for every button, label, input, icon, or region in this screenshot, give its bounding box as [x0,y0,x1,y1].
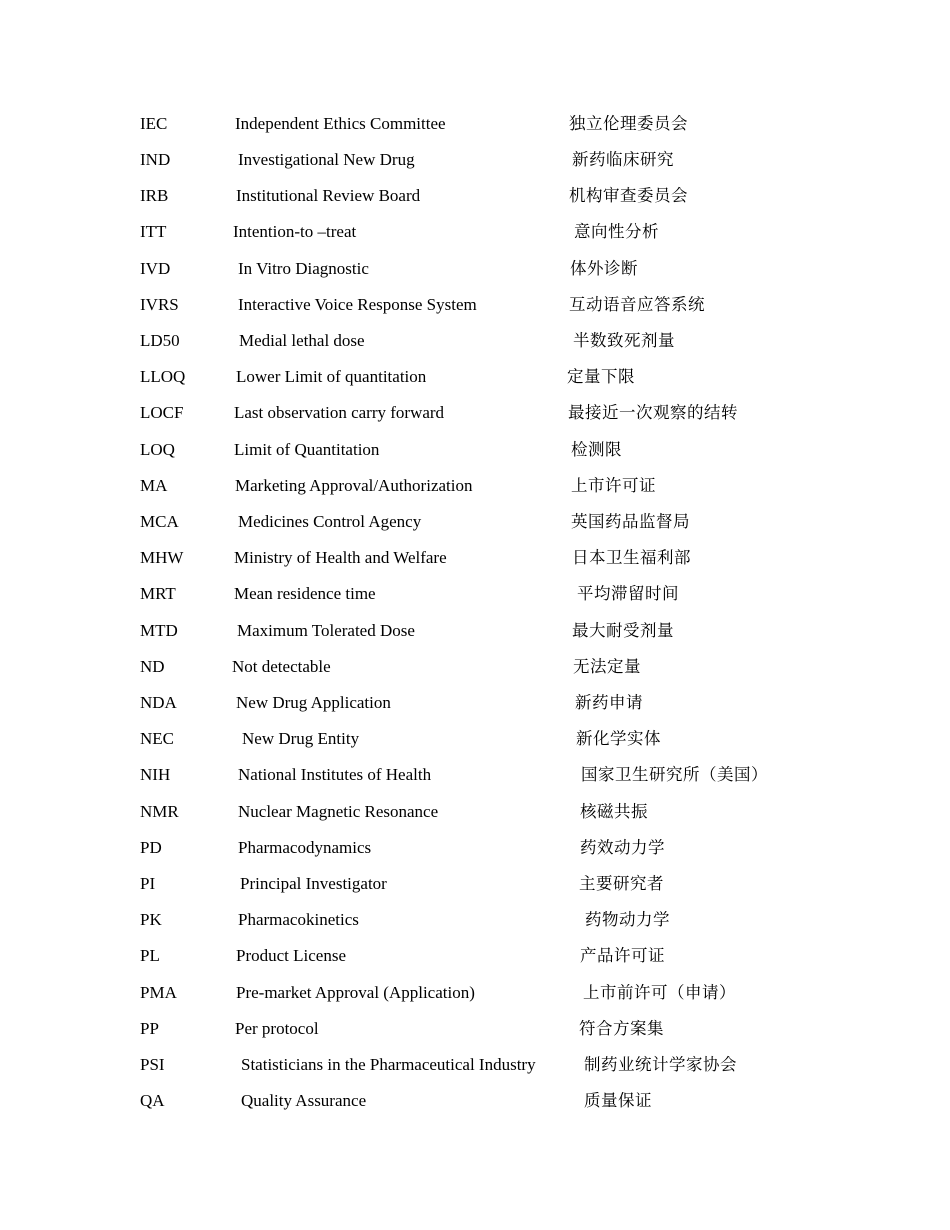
glossary-row [0,476,950,506]
abbreviation: PD [140,838,162,857]
abbreviation: IRB [140,186,169,205]
english-term: New Drug Application [236,693,391,712]
abbreviation: PK [140,910,162,929]
abbreviation: MHW [140,548,184,567]
english-term: Institutional Review Board [236,186,421,205]
chinese-term: 产品许可证 [580,946,665,965]
abbreviation: MRT [140,584,176,603]
abbreviation: LD50 [140,331,180,350]
chinese-term: 新药临床研究 [572,150,674,169]
chinese-term: 药效动力学 [580,838,665,857]
english-term: Ministry of Health and Welfare [234,548,447,567]
glossary-row [0,186,950,216]
english-term: Not detectable [232,657,331,676]
english-term: Marketing Approval/Authorization [235,476,473,495]
chinese-term: 检测限 [571,440,622,459]
abbreviation: PL [140,946,160,965]
english-term: Statisticians in the Pharmaceutical Industry [241,1055,536,1074]
abbreviation: PMA [140,983,177,1002]
chinese-term: 日本卫生福利部 [572,548,691,567]
glossary-row [0,874,950,904]
glossary-row [0,1091,950,1121]
chinese-term: 质量保证 [584,1091,652,1110]
glossary-row [0,1019,950,1049]
abbreviation: MCA [140,512,179,531]
abbreviation: ND [140,657,165,676]
english-term: Product License [236,946,346,965]
glossary-row [0,295,950,325]
abbreviation: NIH [140,765,171,784]
english-term: Maximum Tolerated Dose [237,621,415,640]
english-term: Intention-to –treat [233,222,357,241]
chinese-term: 半数致死剂量 [573,331,675,350]
english-term: Medial lethal dose [239,331,365,350]
abbreviation: QA [140,1091,165,1110]
abbreviation: LLOQ [140,367,186,386]
chinese-term: 新化学实体 [576,729,661,748]
abbreviation: ITT [140,222,167,241]
abbreviation: PSI [140,1055,165,1074]
english-term: Independent Ethics Committee [235,114,446,133]
glossary-row [0,621,950,651]
chinese-term: 符合方案集 [579,1019,664,1038]
glossary-row [0,331,950,361]
chinese-term: 制药业统计学家协会 [584,1055,737,1074]
chinese-term: 核磁共振 [580,802,648,821]
english-term: Limit of Quantitation [234,440,380,459]
abbreviation: MA [140,476,168,495]
chinese-term: 新药申请 [575,693,643,712]
glossary-row [0,403,950,433]
abbreviation: MTD [140,621,178,640]
chinese-term: 上市前许可（申请） [583,983,736,1002]
abbreviation: LOCF [140,403,184,422]
glossary-row [0,512,950,542]
chinese-term: 上市许可证 [571,476,656,495]
abbreviation: IVRS [140,295,179,314]
chinese-term: 机构审查委员会 [569,186,688,205]
english-term: Quality Assurance [241,1091,367,1110]
english-term: Lower Limit of quantitation [236,367,427,386]
glossary-row [0,150,950,180]
glossary-row [0,440,950,470]
glossary-row [0,946,950,976]
english-term: Principal Investigator [240,874,387,893]
english-term: Pre-market Approval (Application) [236,983,475,1002]
glossary-row [0,584,950,614]
english-term: New Drug Entity [242,729,360,748]
english-term: Nuclear Magnetic Resonance [238,802,439,821]
chinese-term: 国家卫生研究所（美国） [581,765,768,784]
chinese-term: 英国药品监督局 [571,512,690,531]
glossary-row [0,693,950,723]
glossary-row [0,259,950,289]
glossary-row [0,838,950,868]
abbreviation: PP [140,1019,159,1038]
glossary-row [0,222,950,252]
abbreviation: NEC [140,729,174,748]
glossary-row [0,548,950,578]
glossary-row [0,367,950,397]
english-term: Medicines Control Agency [238,512,422,531]
english-term: Last observation carry forward [234,403,445,422]
chinese-term: 定量下限 [567,367,635,386]
glossary-row [0,1055,950,1085]
english-term: Interactive Voice Response System [238,295,477,314]
chinese-term: 平均滞留时间 [577,584,679,603]
english-term: Investigational New Drug [238,150,415,169]
glossary-row [0,657,950,687]
english-term: National Institutes of Health [238,765,432,784]
english-term: Pharmacodynamics [238,838,372,857]
glossary-row [0,729,950,759]
chinese-term: 体外诊断 [570,259,638,278]
abbreviation: IND [140,150,171,169]
chinese-term: 最接近一次观察的结转 [568,403,738,422]
chinese-term: 药物动力学 [585,910,670,929]
abbreviation: NDA [140,693,177,712]
english-term: Per protocol [235,1019,319,1038]
chinese-term: 独立伦理委员会 [569,114,688,133]
english-term: In Vitro Diagnostic [238,259,369,278]
glossary-row [0,910,950,940]
glossary-row [0,114,950,144]
chinese-term: 无法定量 [573,657,641,676]
english-term: Pharmacokinetics [238,910,359,929]
chinese-term: 意向性分析 [574,222,659,241]
abbreviation: LOQ [140,440,175,459]
abbreviation: IEC [140,114,168,133]
abbreviation: PI [140,874,156,893]
chinese-term: 最大耐受剂量 [572,621,674,640]
glossary-row [0,802,950,832]
glossary-row [0,765,950,795]
glossary-row [0,983,950,1013]
abbreviation: NMR [140,802,179,821]
english-term: Mean residence time [234,584,376,603]
abbreviation: IVD [140,259,171,278]
chinese-term: 互动语音应答系统 [569,295,705,314]
chinese-term: 主要研究者 [579,874,664,893]
